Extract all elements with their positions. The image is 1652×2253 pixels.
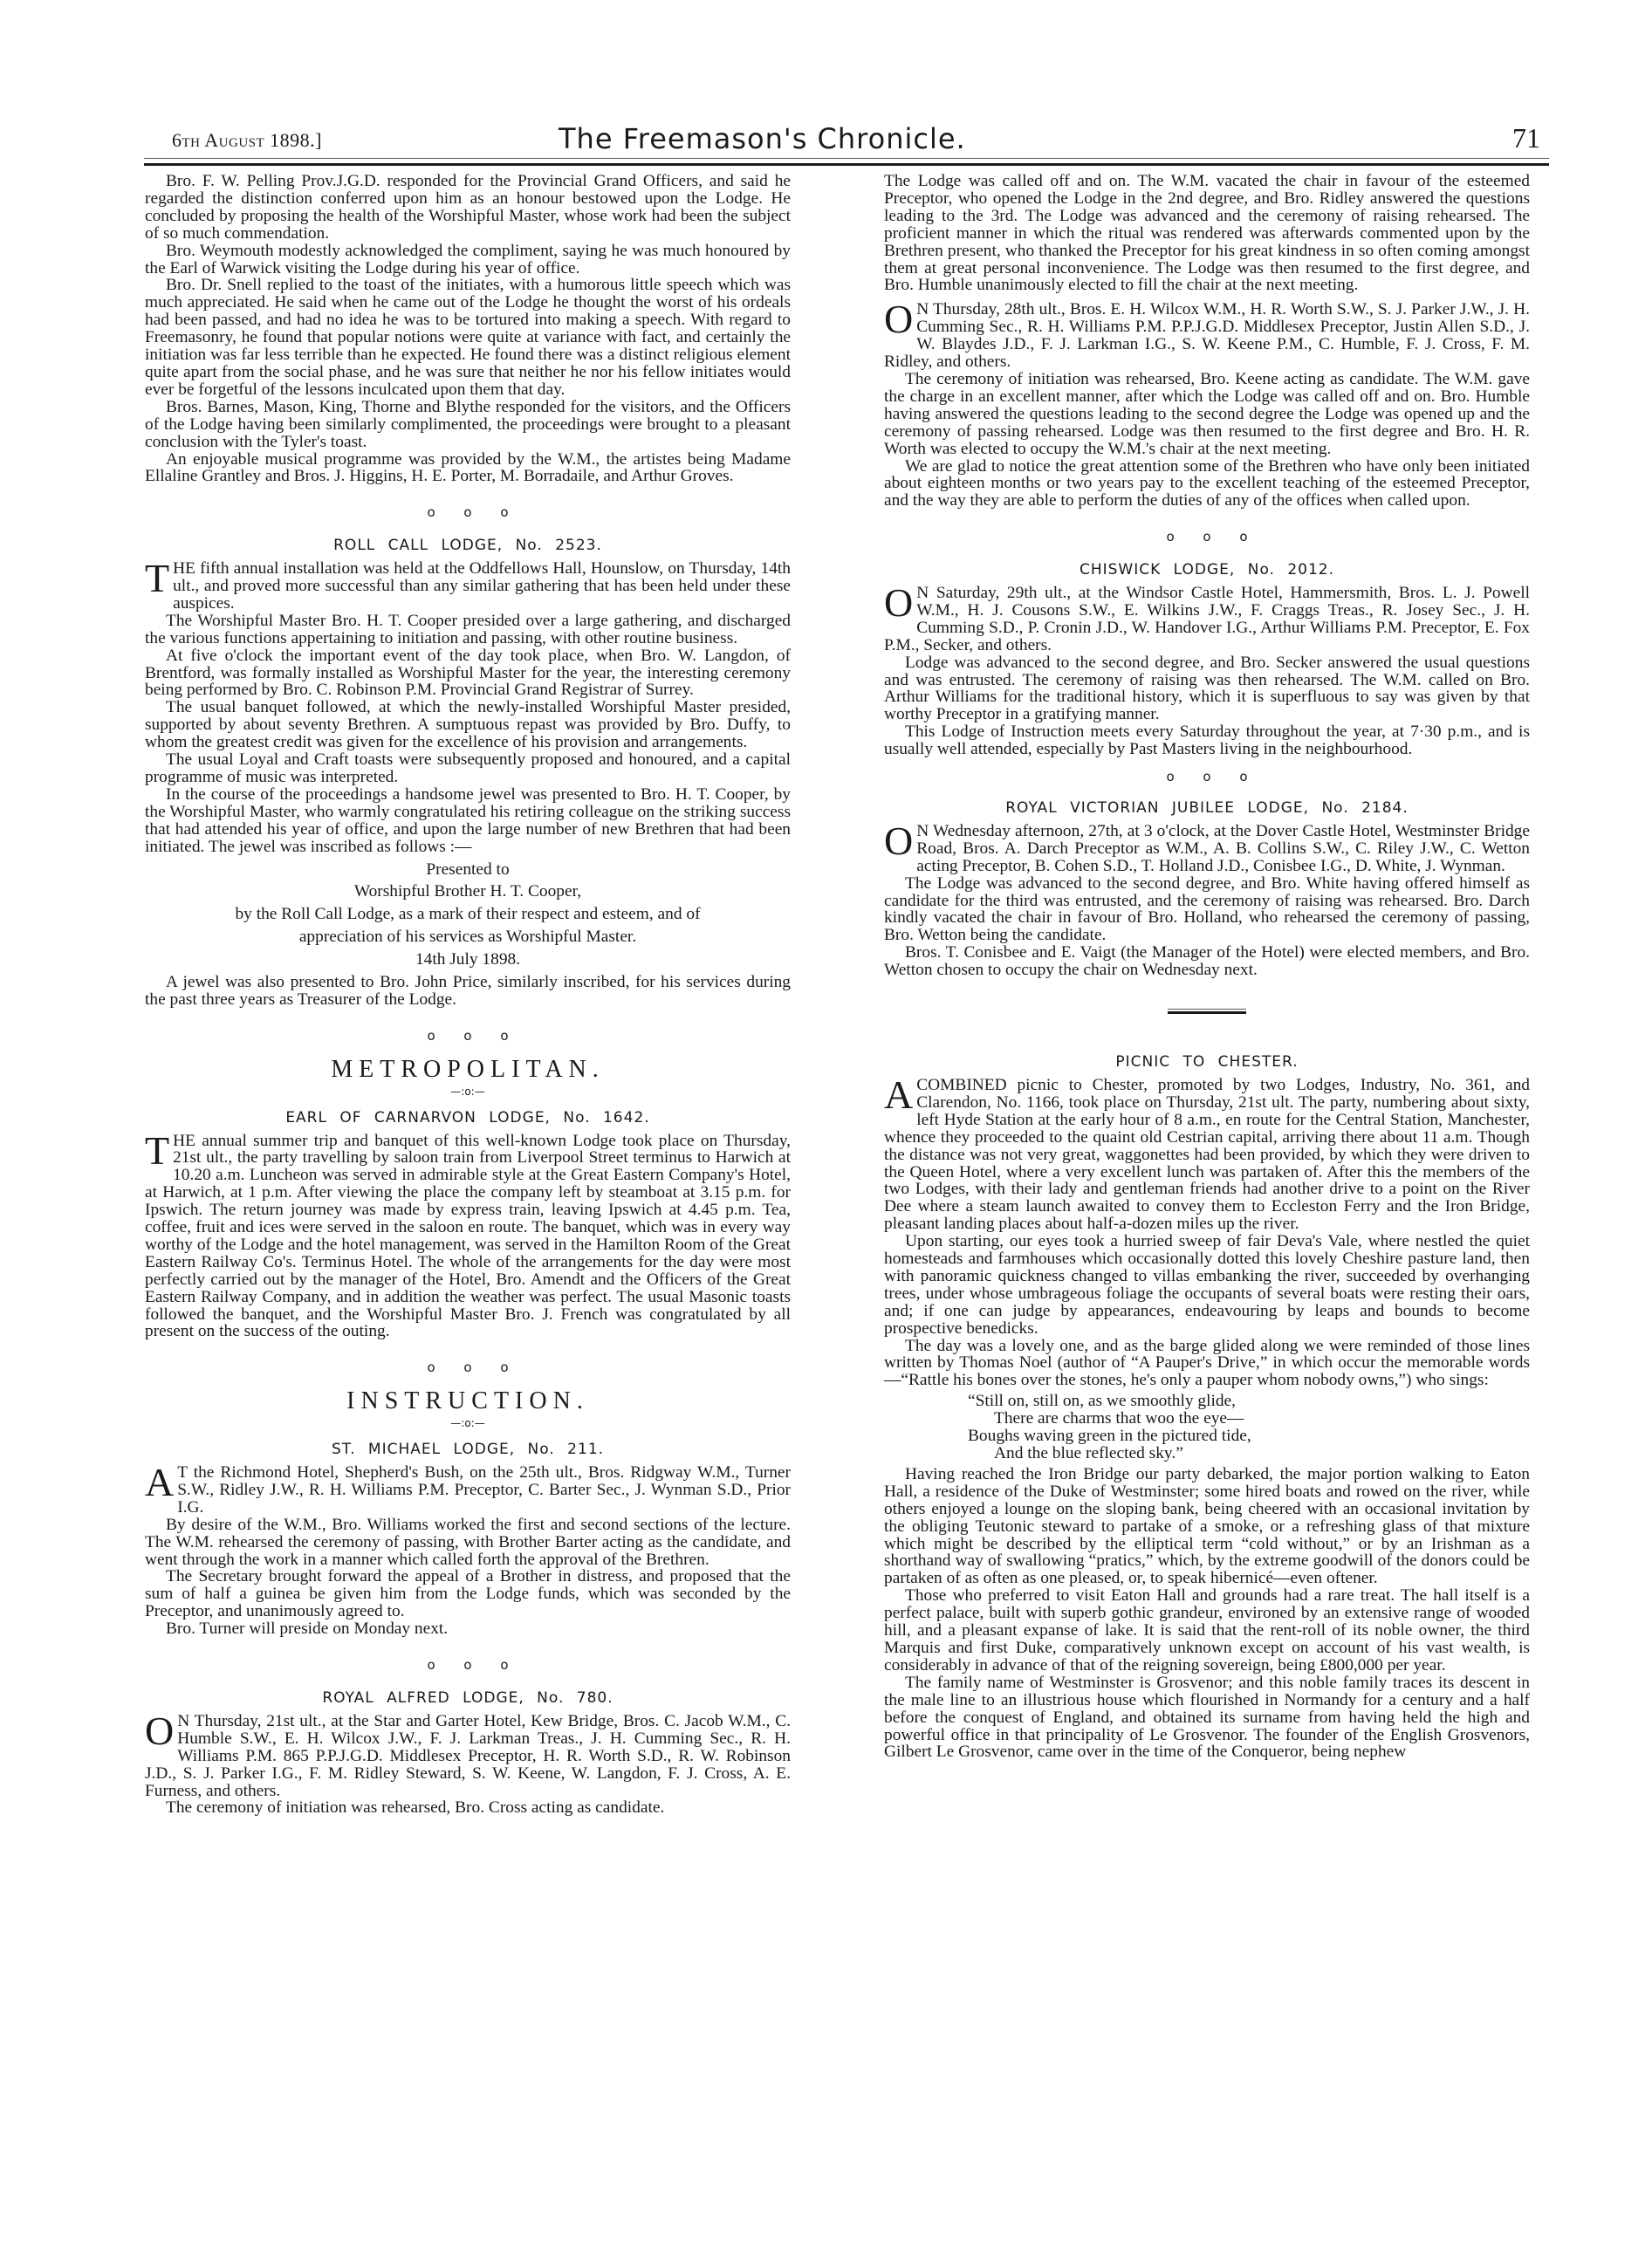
inscription-line: Worshipful Brother H. T. Cooper, [353,882,582,901]
paragraph: The Lodge was called off and on. The W.M. vacated the chair in favour of the esteemed Preceptor, who opened the Lodge in the 2nd degree, and Bro. Ridley answered the questions leading to the 3rd. The Lodge was advanced and the ceremony of raising rehearsed. The proficient manner in which the ritual was rendered was afterwards commented upon by the Brethren present, who thanked the Preceptor for his great kindness in so often coming amongst them at great personal inconvenience. The Lodge was then resumed to the first degree, and Bro. Humble unanimously elected to fill the chair at the next meeting. [884,172,1530,295]
drop-cap: A [884,1072,914,1117]
section-heading: INSTRUCTION. [346,1387,589,1415]
article-heading: ST. MICHAEL LODGE, No. 211. [331,1441,605,1459]
section-ornament: —:o:— [450,1085,485,1098]
verse-line: Boughs waving green in the pictured tide, [968,1427,1251,1446]
section-separator: o o o [427,1657,509,1674]
verse-line: “Still on, still on, as we smoothly glide, [968,1392,1237,1411]
paragraph: Bro. Weymouth modestly acknowledged the compliment, saying he was much honoured by the Earl of Warwick visiting the Lodge during his year of office. [145,241,791,277]
drop-cap: O [884,818,914,863]
paragraph: The usual Loyal and Craft toasts were subsequently proposed and honoured, and a capital programme of music was interpreted. [145,750,791,786]
section-separator: o o o [427,1027,509,1044]
lead-paragraph: O N Thursday, 28th ult., Bros. E. H. Wilcox W.M., H. R. Worth S.W., S. J. Parker J.W., J. H. Cumming Sec., R. H. Williams P.M. P.P.J.G.D. Middlesex Preceptor, Justin Allen S.D., J. W. Blaydes J.D., F. J. Larkman I.G., S. W. Keene P.M., C. Humble, F. J. Cross, F. M. Ridley, and others. [884,297,1530,372]
paragraph: An enjoyable musical programme was provided by the W.M., the artistes being Madame Ellaline Grantley and Bros. J. Higgins, H. E. Porter, M. Borradaile, and Arthur Groves. [145,449,791,486]
article-heading: CHISWICK LODGE, No. 2012. [1079,561,1335,579]
article-heading: PICNIC TO CHESTER. [1115,1053,1299,1072]
page-header [144,122,1549,157]
drop-cap: T [145,1127,170,1173]
article-chiswick-lodge [884,562,1530,758]
paragraph: We are glad to notice the great attention some of the Brethren who have only been initiated about eighteen months or two years pay to the excellent teaching of the esteemed Preceptor, and the way they are able to perform the duties of any of the offices when called upon. [884,456,1530,510]
drop-cap: O [884,297,914,342]
section-separator: o o o [427,504,509,521]
paragraph: Upon starting, our eyes took a hurried sweep of fair Deva's Vale, where nestled the quiet homesteads and farmhouses which occasionally dotted this lovely Cheshire pasture land, then with panoramic quickness changed to villas embanking the river, succeeded by overhanging trees, under whose umbrageous foliage the occupants of several boats were resting their oars, and; if one can judge by appearances, endeavouring by leaps and bounds to become prospective benedicks. [884,1232,1530,1338]
lead-paragraph: THE annual summer trip and banquet of this well-known Lodge took place on Thursday, 21st ult., the party travelling by saloon train from Liverpool Street terminus to Harwich at 10.20 a.m. Luncheon was served in admirable style at the Great Eastern Company's Hotel, at Harwich, at 1 p.m. After viewing the place the company left by steamboat at 3.15 p.m. for Ipswich. The return journey was made by express train, leaving Ipswich at 4.45 p.m. Tea, coffee, fruit and ices were served in the saloon en route. The banquet, which was in every way worthy of the Lodge and the hotel management, was served in the Hamilton Room of the Great Eastern Railway Co's. Terminus Hotel. The whole of the arrangements for the day were most perfectly carried out by the manager of the Hotel, Bro. Amendt and the Officers of the Great Eastern Railway Company, and in addition the weather was perfect. The usual Masonic toasts followed the banquet, and the Worshipful Master Bro. J. French was congratulated by all present on the success of the outing. [145,1127,791,1341]
article-heading: ROYAL ALFRED LODGE, No. 780. [322,1688,614,1707]
article-heading: EARL OF CARNARVON LODGE, No. 1642. [285,1108,650,1126]
paragraph: Bros. T. Conisbee and E. Vaigt (the Manager of the Hotel) were elected members, and Bro. Wetton chosen to occupy the chair on Wednesday next. [884,943,1530,980]
lead-paragraph: O N Wednesday afternoon, 27th, at 3 o'clock, at the Dover Castle Hotel, Westminster Bridge Road, Bros. A. Darch Preceptor as W.M., A. B. Collins S.W., C. Riley J.W., C. Wetton acting Preceptor, B. Cohen S.D., T. Holland J.D., Conisbee I.G., D. White, J. Wynman. [884,818,1530,875]
inscription-line: Presented to [426,859,510,879]
paragraph: By desire of the W.M., Bro. Williams worked the first and second sections of the lecture. The W.M. rehearsed the ceremony of passing, with Brother Barter acting as the candidate, and went through the work in a manner which called forth the approval of the Brethren. [145,1515,791,1569]
article-heading: ROYAL VICTORIAN JUBILEE LODGE, No. 2184. [1005,799,1409,817]
section-heading: METROPOLITAN. [331,1055,605,1083]
drop-cap: T [145,556,170,601]
paragraph: This Lodge of Instruction meets every Saturday throughout the year, at 7·30 p.m., and is usually well attended, especially by Past Masters living in the neighbourhood. [884,722,1530,759]
paragraph: The Secretary brought forward the appeal of a Brother in distress, and proposed that the sum of half a guinea be given him from the Lodge funds, which was seconded by the Preceptor, and unanimously agreed to. [145,1567,791,1621]
section-separator: o o o [427,1359,509,1376]
header-rule [144,158,1549,166]
drop-cap: A [145,1460,175,1504]
paragraph: The ceremony of initiation was rehearsed, Bro. Keene acting as candidate. The W.M. gave the charge in an excellent manner, after which the Lodge was called off and on. Bro. Humble having answered the questions leading to the second degree the Lodge was opened up and the ceremony of passing rehearsed. Lodge was then resumed to the first degree and Bro. H. R. Worth was elected to occupy the W.M.'s chair at the next meeting. [884,369,1530,458]
section-ornament: —:o:— [450,1417,485,1430]
article-roll-call-lodge [145,538,791,1009]
paragraph: A jewel was also presented to Bro. John Price, similarly inscribed, for his services during the past three years as Treasurer of the Lodge. [145,973,791,1009]
verse-line: And the blue reflected sky.” [994,1444,1183,1462]
paragraph: Bro. F. W. Pelling Prov.J.G.D. responded for the Provincial Grand Officers, and said he regarded the distinction conferred upon him as an honour bestowed upon the Lodge. He concluded by proposing the health of the Worshipful Master, whose work had been the subject of so much commendation. [145,172,791,243]
article-heading: ROLL CALL LODGE, No. 2523. [333,537,602,555]
page-number: 71 [1512,122,1540,154]
paragraph: The Lodge was advanced to the second degree, and Bro. White having offered himself as candidate for the third was entrusted, and the ceremony of raising was rehearsed. Bro. Darch kindly vacated the chair in favour of Bro. Holland, who rehearsed the ceremony of passing, Bro. Wetton being the candidate. [884,873,1530,945]
publication-title: The Freemason's Chronicle. [559,122,966,155]
article-picnic-to-chester [884,1054,1530,1761]
jewel-inscription [145,861,791,969]
paragraph: In the course of the proceedings a handsome jewel was presented to Bro. H. T. Cooper, by the Worshipful Master, who warmly congratulated his retiring colleague on the striking success that had attended his year of office, and upon the large number of new Brethren that had been initiated. The jewel was inscribed as follows :— [145,784,791,856]
article-divider-rule [1168,1009,1246,1014]
article-continuation [145,173,791,485]
paragraph: Having reached the Iron Bridge our party debarked, the major portion walking to Eaton Hall, a residence of the Duke of Westminster; some hired boats and rowed on the river, while others enjoyed a lounge on the sloping bank, being cheered with an occasional invitation by the obliging Teutonic steward to partake of a smoke, or a refreshing glass of that mixture which might be described by the elliptical term “cold without,” or by an Irishman as a shorthand way of swallowing “pratics,” which, by the extreme goodwill of the donors could be partaken of as often as one pleased, or, to speak hibernicé—even oftener. [884,1464,1530,1588]
paragraph: The Worshipful Master Bro. H. T. Cooper presided over a large gathering, and discharged the various functions appertaining to initiation and passing, with other routine business. [145,611,791,647]
paragraph: Lodge was advanced to the second degree, and Bro. Secker answered the usual questions and was entrusted. The ceremony of raising was then rehearsed. The W.M. called on Bro. Arthur Williams for the traditional history, which it is superfluous to say was given by that worthy Preceptor in a gratifying manner. [884,653,1530,724]
section-metropolitan [145,1055,791,1341]
section-separator: o o o [1166,529,1248,545]
paragraph: The day was a lovely one, and as the barge glided along we were reminded of those lines written by Thomas Noel (author of “A Pauper's Drive,” in which occur the memorable words—“Rattle his bones over the stones, he's only a pauper whom nobody owns,”) who sings: [884,1336,1530,1390]
lead-paragraph: O N Thursday, 21st ult., at the Star and Garter Hotel, Kew Bridge, Bros. C. Jacob W.M., C. Humble S.W., E. H. Wilcox J.W., F. J. Larkman Treas., J. H. Cumming Sec., R. H. Williams P.M. 865 P.P.J.G.D. Middlesex Preceptor, H. R. Worth S.D., R. W. Robinson J.D., S. J. Parker I.G., F. M. Ridley Steward, S. W. Keene, W. Langdon, F. J. Cross, A. E. Furness, and others. [145,1708,791,1800]
drop-cap: O [884,580,914,626]
paragraph: At five o'clock the important event of the day took place, when Bro. W. Langdon, of Brentford, was formally installed as Worshipful Master for the year, the interesting ceremony being performed by Bro. C. Robinson P.M. Provincial Grand Registrar of Surrey. [145,646,791,700]
lead-paragraph: ACOMBINED picnic to Chester, promoted by two Lodges, Industry, No. 361, and Clarendon, No. 1166, took place on Thursday, 21st ult. The party, numbering about sixty, left Hyde Station at the early hour of 8 a.m., en route for the Central Station, Manchester, whence they proceeded to the quaint old Cestrian capital, arriving there about 11 a.m. Though the distance was not very great, waggonettes had been provided, by which they were driven to the Queen Hotel, where a very excellent lunch was partaken of. After this the members of the two Lodges, with their lady and gentleman friends had another drive to a point on the River Dee where a steam launch awaited to convey them to Eccleston Ferry and the Iron Bridge, pleasant landing places about half-a-dozen miles up the river. [884,1072,1530,1234]
left-column [145,173,791,1817]
paragraph: The family name of Westminster is Grosvenor; and this noble family traces its descent in the male line to an illustrious house which flourished in Normandy for a century and a half before the conquest of England, and obtained its surname from having held the high and powerful office in that principality of Le Grosvenor. The founder of the English Grosvenors, Gilbert Le Grosvenor, came over in the time of the Conqueror, being nephew [884,1673,1530,1762]
paragraph: Bros. Barnes, Mason, King, Thorne and Blythe responded for the visitors, and the Officers of the Lodge having been similarly complimented, the proceedings were brought to a pleasant conclusion with the Tyler's toast. [145,397,791,451]
issue-date: 6th August 1898.] [172,129,322,151]
article-royal-alfred-lodge [145,1690,791,1817]
article-royal-victorian-jubilee-lodge [884,800,1530,979]
paragraph: Bro. Turner will preside on Monday next. [166,1620,449,1639]
right-column [884,173,1530,1761]
paragraph: Those who preferred to visit Eaton Hall and grounds had a rare treat. The hall itself is a perfect palace, built with superb gothic grandeur, environed by an extensive range of wooded hill, and a pleasant expanse of lake. It is said that the rent-roll of its noble owner, the third Marquis and first Duke, comparatively unknown except on account of his vast wealth, is considerably in advance of that of the reigning sovereign, being £800,000 per year. [884,1586,1530,1674]
article-st-michael-lodge [145,1442,791,1638]
lead-paragraph: O N Saturday, 29th ult., at the Windsor Castle Hotel, Hammersmith, Bros. L. J. Powell W.M., H. J. Cousons S.W., E. Wilkins J.W., F. Craggs Treas., R. Josey Sec., J. H. Cumming S.D., P. Cronin J.D., W. Handover I.G., Arthur Williams P.M. Preceptor, E. Fox P.M., Secker, and others. [884,580,1530,654]
inscription-line: 14th July 1898. [415,950,521,969]
verse-line: There are charms that woo the eye— [994,1409,1244,1428]
inscription-line: by the Roll Call Lodge, as a mark of their respect and esteem, and of [235,905,701,924]
lead-paragraph: A T the Richmond Hotel, Shepherd's Bush, on the 25th ult., Bros. Ridgway W.M., Turner S.W., Ridley J.W., R. H. Williams P.M. Preceptor, C. Barter Sec., J. Wynman S.D., Prior I.G. [145,1460,791,1517]
quoted-verse [968,1393,1530,1462]
paragraph: Bro. Dr. Snell replied to the toast of the initiates, with a humorous little speech which was much appreciated. He said when he came out of the Lodge he thought the worst of his ordeals had been passed, and had no idea he was to be tortured into making a speech. With regard to Freemasonry, he found that popular notions were quite at variance with fact, and certainly the initiation was far less terrible than he expected. He found there was a distinct religious element quite apart from the social phase, and he was sure that neither he nor his fellow initiates would ever be forgetful of the lessons inculcated upon them that day. [145,276,791,399]
inscription-line: appreciation of his services as Worshipful Master. [298,928,637,947]
drop-cap: O [145,1708,175,1753]
article-royal-alfred-continuation [884,173,1530,510]
lead-paragraph: THE fifth annual installation was held at the Oddfellows Hall, Hounslow, on Thursday, 14th ult., and proved more successful than any similar gathering that has been held under these auspices. [145,556,791,613]
paragraph: The ceremony of initiation was rehearsed, Bro. Cross acting as candidate. [166,1798,665,1818]
section-instruction [145,1387,791,1818]
paragraph: The usual banquet followed, at which the newly-installed Worshipful Master presided, supported by about seventy Brethren. A sumptuous repast was provided by Bro. Duffy, to whom the greatest credit was given for the excellence of his provision and arrangements. [145,698,791,752]
section-separator: o o o [1166,769,1248,785]
